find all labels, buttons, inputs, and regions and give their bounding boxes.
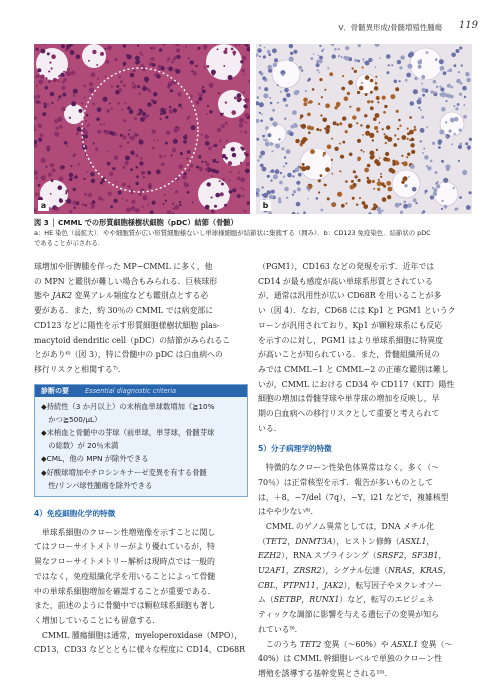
page-number: 119 (458, 20, 478, 31)
body-line: く増加していることにも留意する． (34, 615, 161, 625)
criteria-item: ◆末梢血と骨髄中の芽球（前単球，単芽球，骨髄芽球 (41, 428, 215, 438)
body-line: 特徴的なクローン性染色体異常はなく，多く（〜 (258, 463, 440, 473)
body-line: （TET2，DNMT3A），ヒストン修飾（ASXL1， (258, 536, 435, 546)
body-line: 期の白血病への移行リスクとして重要と考えられて (258, 409, 440, 419)
caption-title: 図 3 │ CMML での形質細胞様樹状細胞（pDC）結節（骨髄） (34, 218, 238, 227)
criteria-item: ◆持続性（3 か月以上）の末梢血単球数増加（≧10% (41, 401, 215, 411)
body-line: いる． (258, 423, 282, 433)
box-subtitle: Essential diagnostic criteria (85, 386, 177, 395)
body-line: みでは CMML−1 と CMML−2 の正確な鑑別は難し (258, 364, 449, 374)
body-line: 要がある．また，約 30％の CMML では病変部に (34, 306, 214, 316)
body-line: ではなく，免疫組織化学を用いることによって骨髄 (34, 571, 216, 581)
right-column (258, 260, 474, 682)
criteria-item: かつ≧500/μL） (41, 414, 102, 424)
criteria-item: ◆好酸球増加やチロシンキナーゼ変異を有する骨髄 (41, 467, 207, 477)
body-line: が，通常は汎用性が広い CD68R を用いることが多 (258, 291, 442, 301)
caption-line: a：HE 染色（弱拡大）．やや細胞質が広い形質細胞様ないし単球様細胞が結節状に集簇する（囲み）．b：CD123 免疫染色．結節状の pDC (34, 229, 431, 237)
body-line: ム（SETBP，RUNX1）など，転写のエピジェネ (258, 595, 434, 605)
body-line: CBL，PTPN11，JAK2），転写因子やヌクレオソー (258, 580, 443, 590)
body-line: ティックな調節に影響を与える遺伝子の変異が知ら (258, 610, 439, 620)
body-line: 単球系細胞のクローン性増殖像を示すことに関し (34, 527, 216, 537)
body-line: が高いことが知られている．また，骨髄組織所見の (258, 350, 440, 360)
chapter-title: V．骨髄異形成/骨髄増殖性腫瘍 (338, 23, 442, 32)
body-line: CD123 などに陽性を示す形質細胞様樹状細胞 plas- (34, 320, 220, 330)
body-line: てはフローサイトメトリーがより優れているが，特 (34, 542, 215, 552)
body-line: の MPN と鑑別が難しい場合もみられる．巨核球形 (34, 276, 218, 286)
box-title: 診断の要 (41, 386, 69, 395)
body-line: ローンが汎用されており，Kp1 が顆粒球系にも反応 (258, 320, 443, 330)
left-column (34, 260, 248, 658)
running-header (20, 22, 478, 36)
body-line: 細胞の増加は骨髄芽球や単芽球の増加を反映し，早 (258, 394, 440, 404)
body-line: EZH2），RNA スプライシング（SRSF2，SF3B1， (258, 551, 447, 561)
box-header (35, 385, 247, 397)
body-line: いが，CMML における CD34 や CD117（KIT）陽性 (258, 379, 455, 389)
body-line: また，前述のように骨髄中では顆粒球系細胞も著し (34, 601, 216, 611)
cd123-stain-image (256, 44, 472, 214)
criteria-item: の総数）が 20％未満 (41, 441, 119, 451)
body-line: い（図 4）．なお，CD68 には Kp1 と PGM1 というク (258, 306, 456, 316)
panel-label-a: a (38, 200, 49, 211)
body-line: を示すのに対し，PGM1 はより単球系細胞に特異度 (258, 335, 444, 345)
body-line: CD13，CD33 などとともに様々な程度に CD14，CD68R (34, 645, 246, 655)
he-stain-micrograph (34, 44, 250, 214)
body-line: 70％）は正常核型を示す．報告が多いものとして (258, 477, 434, 487)
body-line: 増殖を誘導する基幹変異とされる¹⁰⁾． (258, 668, 393, 678)
body-line: はやや少ない⁸⁾． (258, 507, 319, 517)
body-line: 移行リスクと相関する⁷⁾． (34, 364, 126, 374)
figure-caption (34, 217, 474, 248)
body-line: U2AF1，ZRSR2），シグナル伝達（NRAS，KRAS， (258, 566, 451, 576)
body-line: CD14 が最も感度が高い単球系形質とされている (258, 276, 433, 286)
body-line: 異なフローサイトメトリー解析は現時点では一般的 (34, 557, 215, 567)
section-heading-5: 5）分子病理学的特徴 (258, 444, 332, 454)
body-line: macytoid dendritic cell（pDC）の結節がみられるこ (34, 335, 231, 345)
body-line: このうち TET2 変異（〜60%）や ASXL1 変異（〜 (258, 639, 453, 649)
caption-line: であることが示される． (34, 239, 105, 247)
cd123-immunostain-micrograph (256, 44, 472, 214)
body-line: 40%）は CMML 幹細胞レベルで単独のクローン性 (258, 654, 442, 664)
body-line: CMML 腫瘍細胞は通常，myeloperoxidase（MPO）， (34, 630, 243, 640)
body-line: 態や JAK2 変異アレル頻度なども鑑別点とする必 (34, 291, 209, 301)
body-line: （PGM1），CD163 などの発現を示す．近年では (258, 262, 435, 271)
body-line: CMML のゲノム異常としては，DNA メチル化 (258, 521, 435, 531)
section-heading-4: 4）免疫細胞化学的特徴 (34, 509, 116, 519)
body-line: は，＋8，−7/del（7q），−Y，i21 などで，複雑核型 (258, 492, 449, 502)
criteria-item: 性/リンパ球性腫瘍を除外できる (41, 480, 153, 490)
diagnostic-criteria-box (34, 384, 248, 497)
body-line: 球増加や肝脾腫を伴った MP−CMML に多く，他 (34, 262, 213, 271)
he-stain-image (34, 44, 250, 214)
panel-label-b: b (260, 200, 271, 211)
body-line: とがあり⁶⁾（図 3），特に骨髄中の pDC は白血病への (34, 350, 223, 360)
figure-3 (34, 44, 472, 214)
body-line: 中の単球系細胞増加を確認することが重要である． (34, 586, 216, 596)
body-line: れている⁹⁾． (258, 624, 303, 634)
criteria-item: ◆CML，他の MPN が除外できる (41, 454, 149, 464)
